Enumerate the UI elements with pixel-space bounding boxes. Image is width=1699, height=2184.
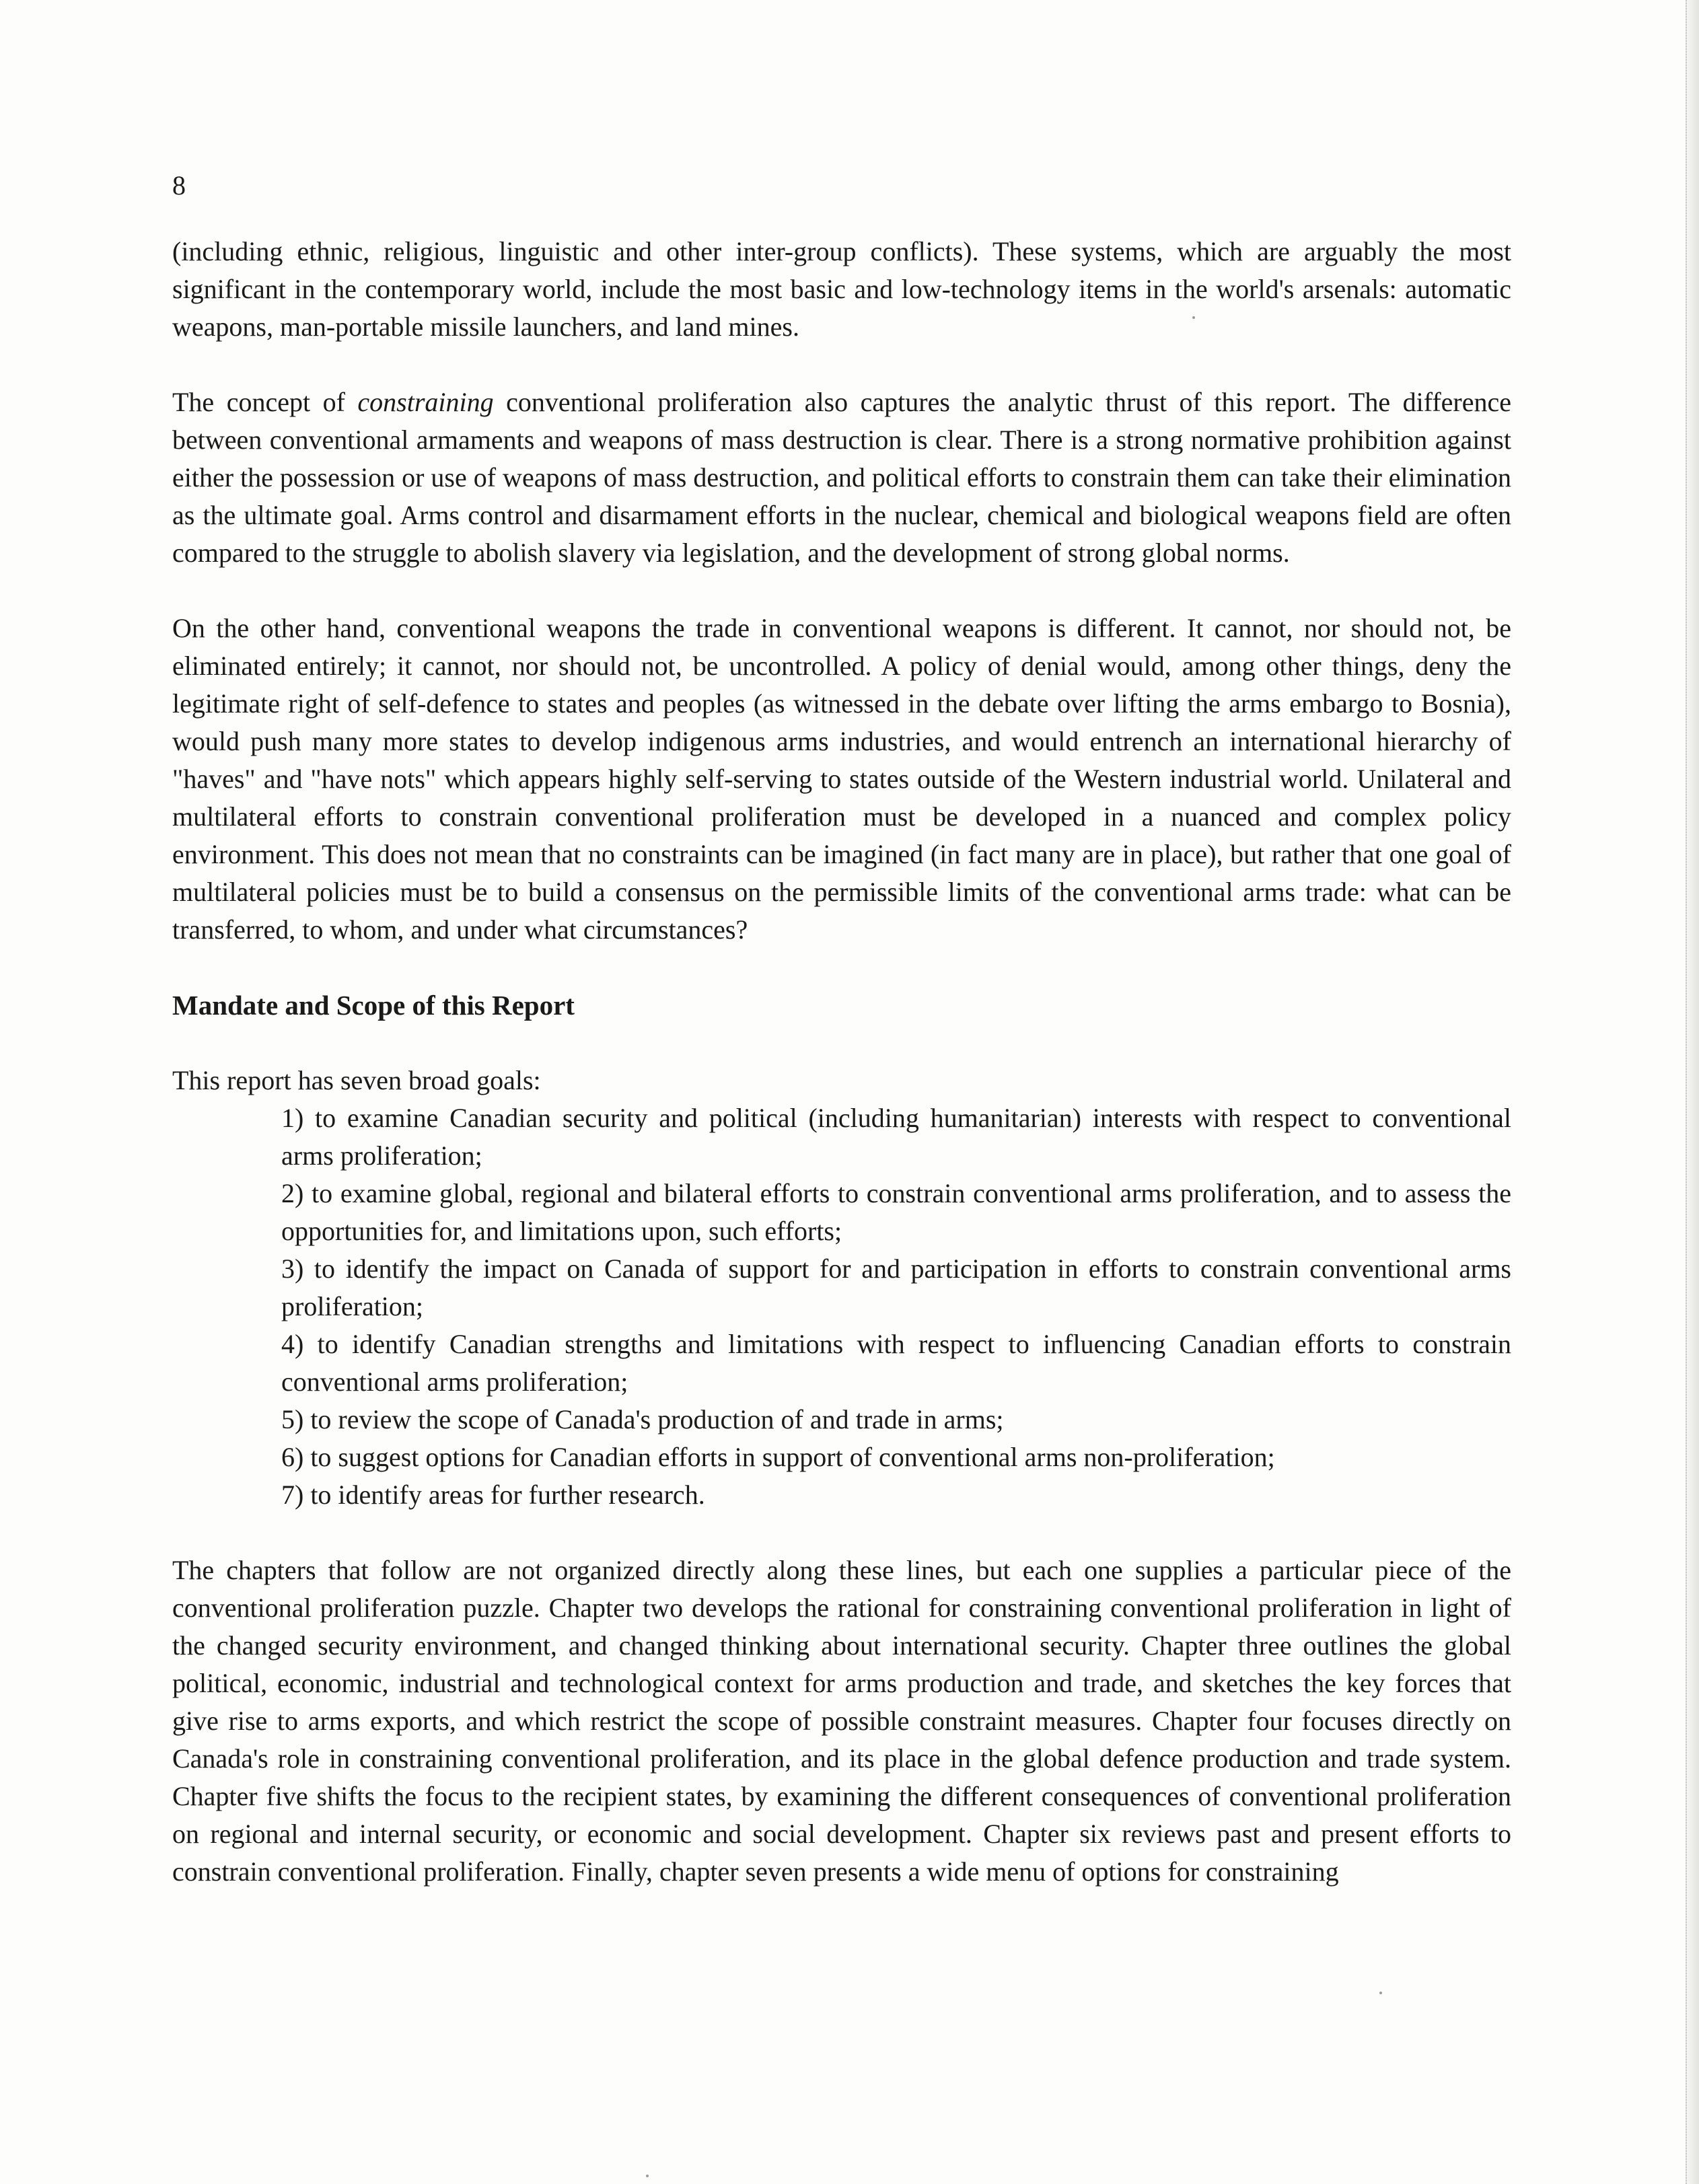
paragraph-spacer — [172, 949, 1511, 986]
paragraph-spacer — [172, 1514, 1511, 1552]
paragraph-constraining-lead: The concept of — [172, 387, 358, 417]
paragraph-spacer — [172, 572, 1511, 610]
paragraph-chapter-overview: The chapters that follow are not organized directly along these lines, but each one supplies a particular piece of the conventional proliferation puzzle. Chapter two develops the rational for constraining conventional proliferation in light of the changed security environment, and changed thinking about international security. Chapter three outlines the global political, economic, industrial and technological context for arms production and trade, and sketches the key forces that give rise to arms exports, and which restrict the scope of possible constraint measures. Chapter four focuses directly on Canada's role in constraining conventional proliferation, and its place in the global defence production and trade system. Chapter five shifts the focus to the recipient states, by examining the different consequences of conventional proliferation on regional and internal security, or economic and social development. Chapter six reviews past and present efforts to constrain conventional proliferation. Finally, chapter seven presents a wide menu of options for constraining — [172, 1555, 1511, 1887]
goal-item: 5) to review the scope of Canada's production of and trade in arms; — [281, 1404, 1004, 1434]
scan-speck — [1379, 1992, 1382, 1994]
paragraph-spacer — [172, 1024, 1511, 1062]
goal-item: 2) to examine global, regional and bilateral efforts to constrain conventional arms proliferation, and to assess the opportunities for, and limitations upon, such efforts; — [281, 1178, 1511, 1246]
paragraph-conflict-systems: (including ethnic, religious, linguistic and other inter-group conflicts). These systems, which are arguably the most significant in the contemporary world, include the most basic and low-technology items in the world's arsenals: automatic weapons, man-portable missile launchers, and land mines. — [172, 236, 1511, 342]
goals-intro: This report has seven broad goals: — [172, 1065, 541, 1095]
goals-list — [172, 1099, 1511, 1514]
scan-speck — [1192, 316, 1195, 319]
emphasis-constraining: constraining — [357, 387, 494, 417]
section-heading: Mandate and Scope of this Report — [172, 990, 575, 1021]
page-edge-shadow — [1686, 0, 1699, 2184]
goal-item: 6) to suggest options for Canadian efforts in support of conventional arms non-proliferation; — [281, 1442, 1275, 1472]
goal-item: 4) to identify Canadian strengths and limitations with respect to influencing Canadian efforts to constrain conventional arms proliferation; — [281, 1329, 1511, 1397]
paragraph-constraining-rest: conventional proliferation also captures the analytic thrust of this report. The difference between conventional armaments and weapons of mass destruction is clear. There is a strong normative prohibition against either the possession or use of weapons of mass destruction, and political efforts to constrain them can take their elimination as the ultimate goal. Arms control and disarmament efforts in the nuclear, chemical and biological weapons field are often compared to the struggle to abolish slavery via legislation, and the development of strong global norms. — [172, 387, 1511, 568]
goal-item: 3) to identify the impact on Canada of support for and participation in efforts to constrain conventional arms proliferation; — [281, 1253, 1511, 1321]
page-number: 8 — [172, 170, 186, 201]
page-body — [172, 168, 1511, 1891]
goal-item: 7) to identify areas for further research. — [281, 1480, 705, 1510]
goal-item: 1) to examine Canadian security and political (including humanitarian) interests with respect to conventional arms proliferation; — [281, 1103, 1511, 1171]
paragraph-constraining-concept — [172, 384, 1511, 572]
scan-speck — [646, 2175, 649, 2177]
paragraph-spacer — [172, 346, 1511, 384]
paragraph-conventional-trade: On the other hand, conventional weapons the trade in conventional weapons is different. It cannot, nor should not, be eliminated entirely; it cannot, nor should not, be uncontrolled. A policy of denial would, among other things, deny the legitimate right of self-defence to states and peoples (as witnessed in the debate over lifting the arms embargo to Bosnia), would push many more states to develop indigenous arms industries, and would entrench an international hierarchy of "haves" and "have nots" which appears highly self-serving to states outside of the Western industrial world. Unilateral and multilateral efforts to constrain conventional proliferation must be developed in a nuanced and complex policy environment. This does not mean that no constraints can be imagined (in fact many are in place), but rather that one goal of multilateral policies must be to build a consensus on the permissible limits of the conventional arms trade: what can be transferred, to whom, and under what circumstances? — [172, 613, 1511, 945]
